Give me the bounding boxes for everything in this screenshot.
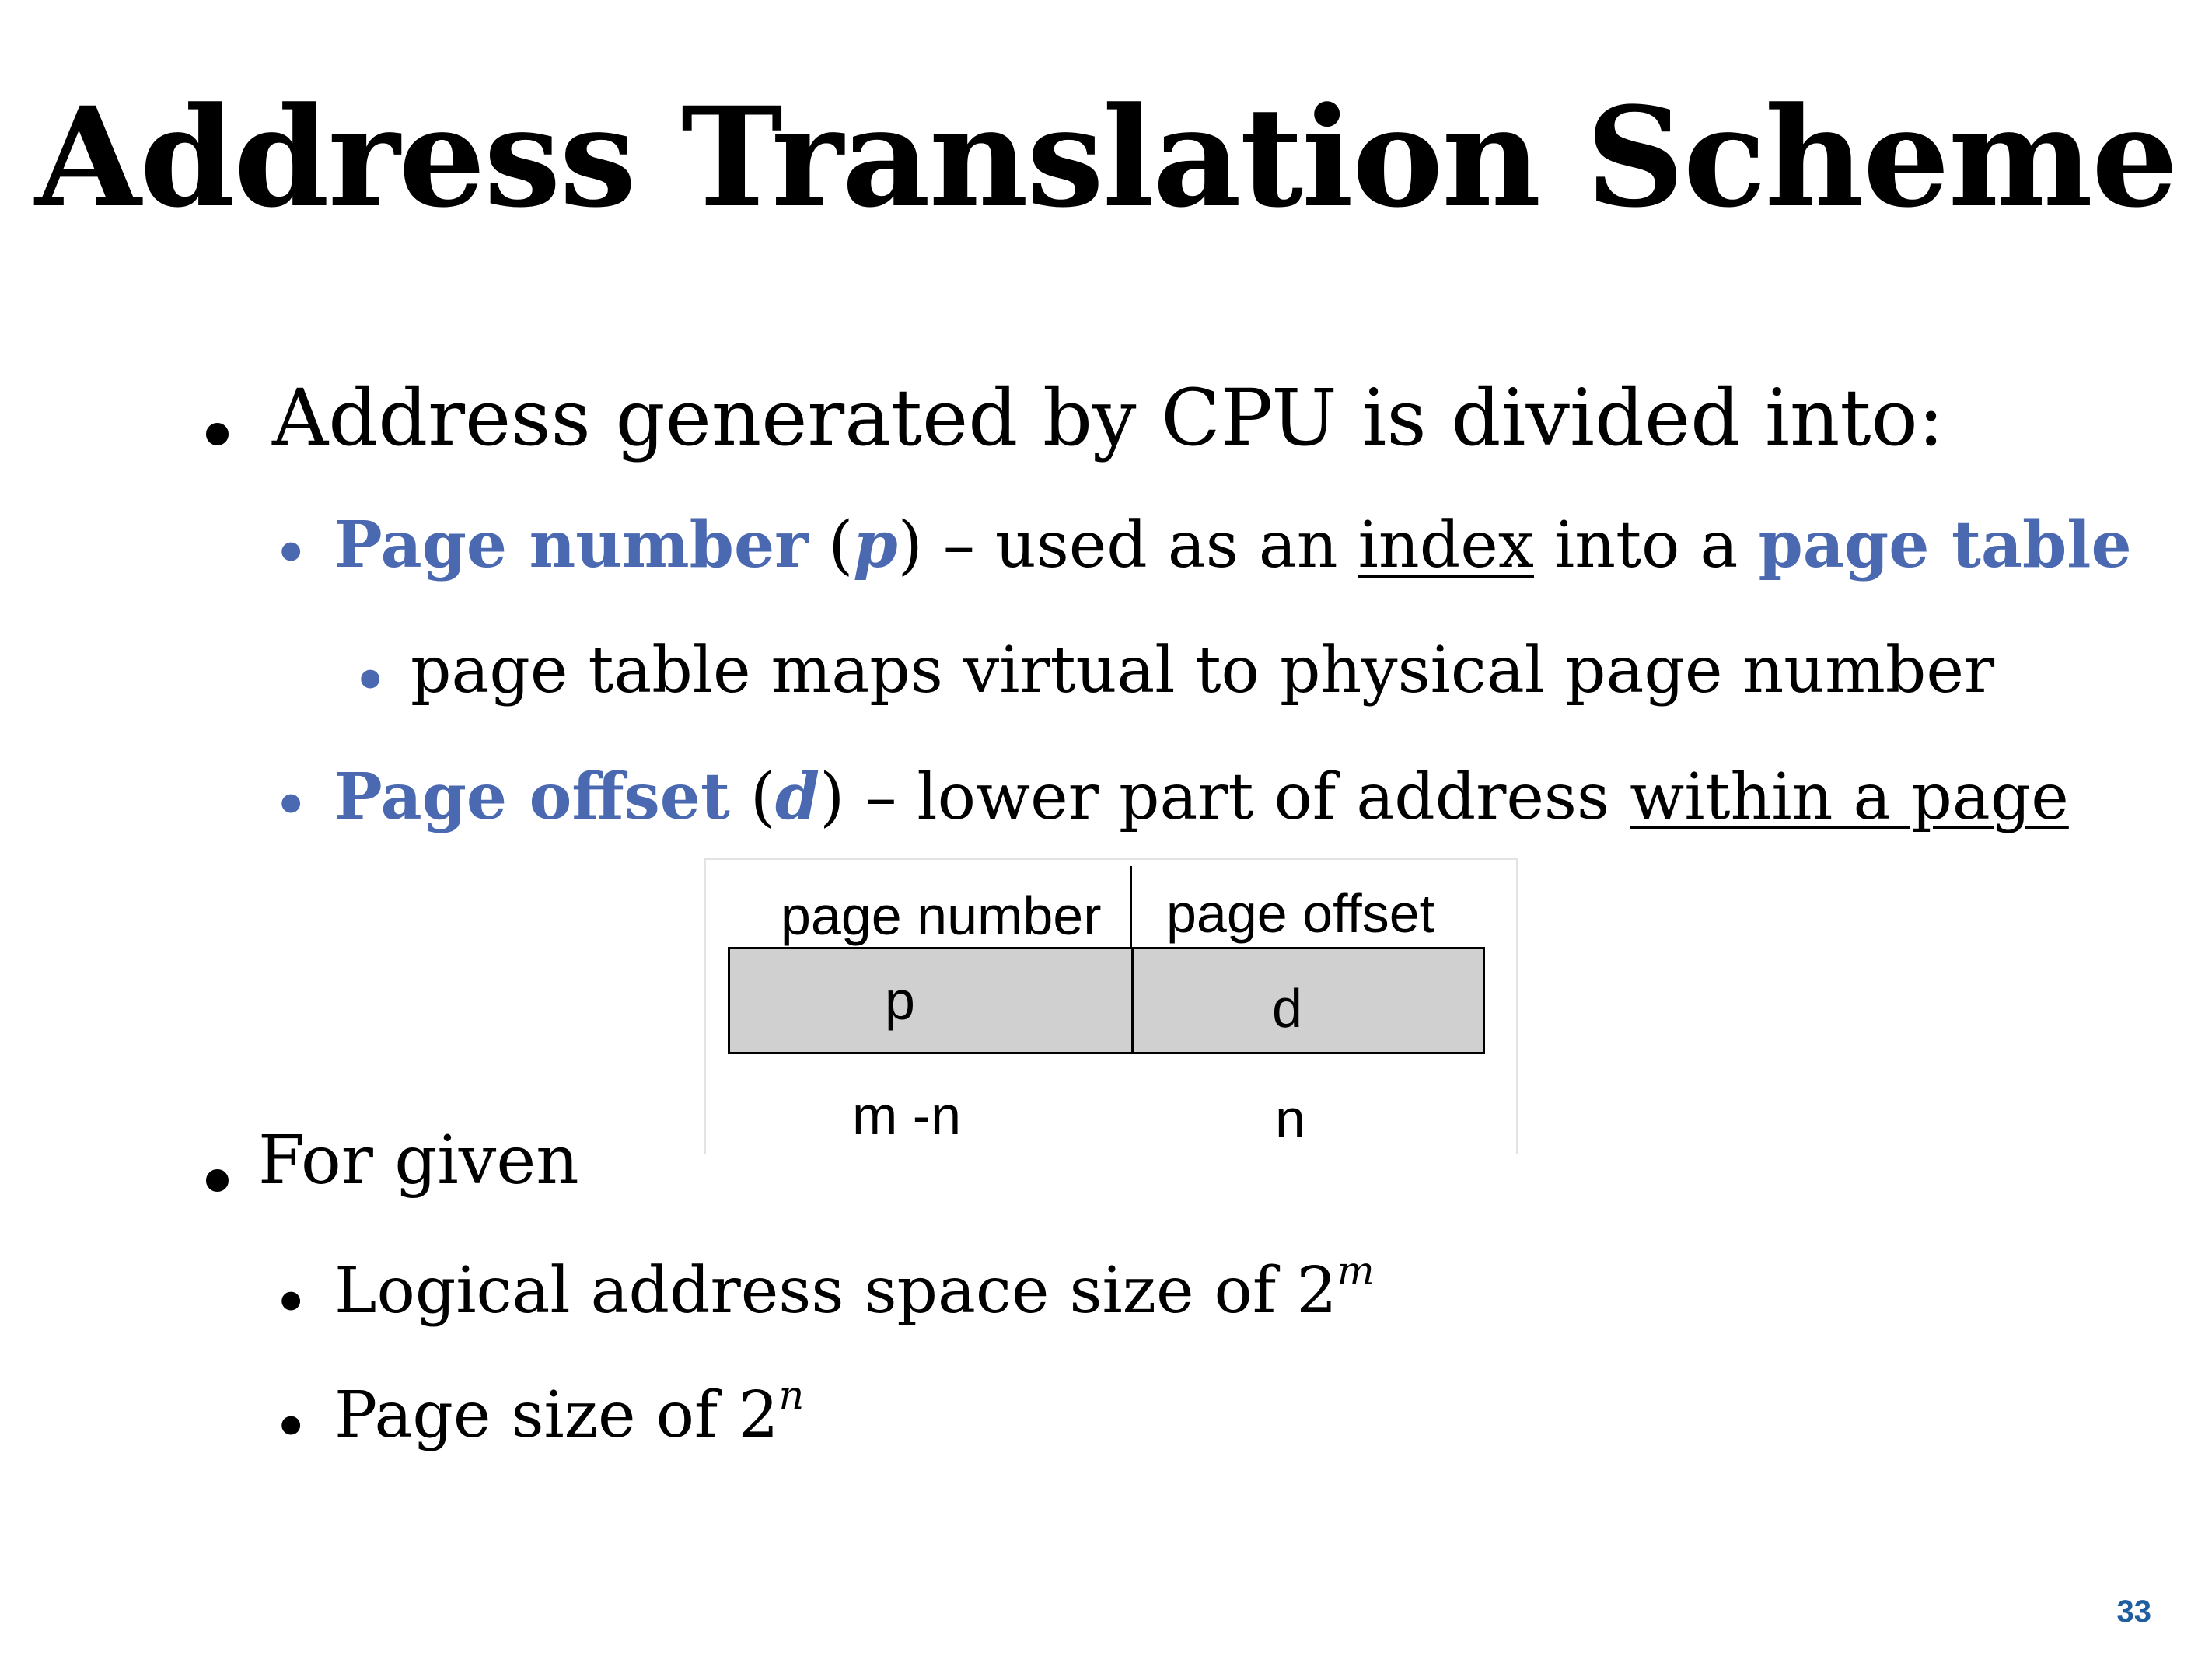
logical-address-text: Logical address space size of 2 — [334, 1254, 1337, 1328]
page-number-mid: into a — [1533, 508, 1759, 582]
underlined-index: index — [1358, 508, 1534, 582]
term-page-offset: Page offset — [334, 760, 730, 834]
bullet-dot: • — [272, 517, 310, 591]
diagram-header-divider — [1130, 866, 1132, 950]
paren-open: ( — [729, 760, 775, 834]
page-offset-desc: ) – lower part of address — [819, 760, 1630, 834]
field-divider — [1131, 949, 1134, 1052]
bullet-dot: • — [272, 1266, 310, 1340]
term-page-table: page table — [1758, 508, 2132, 582]
bullet-dot: • — [194, 1137, 240, 1228]
bits-n: n — [1275, 1088, 1305, 1149]
paren-open: ( — [808, 508, 854, 582]
bullet-dot: • — [351, 644, 390, 718]
bullet-dot: • — [194, 391, 240, 482]
bullet-page-number — [334, 508, 2132, 582]
bullet-page-size — [334, 1371, 805, 1452]
term-page-number: Page number — [334, 508, 809, 582]
bullet-page-table-maps: page table maps virtual to physical page number — [411, 634, 1995, 707]
var-d: d — [774, 760, 820, 834]
page-number-desc: ) – used as an — [897, 508, 1358, 582]
bullet-dot: • — [272, 769, 310, 843]
bullet-page-offset — [334, 760, 2069, 834]
exponent-m: m — [1337, 1247, 1375, 1294]
slide-title: Address Translation Scheme — [35, 77, 2177, 238]
diagram-header-page-number: page number — [781, 885, 1102, 946]
bits-m-minus-n: m -n — [852, 1085, 961, 1146]
field-p: p — [885, 970, 915, 1031]
bullet-address-generated: Address generated by CPU is divided into: — [272, 372, 1945, 463]
bullet-logical-address — [334, 1247, 1375, 1328]
exponent-n: n — [778, 1371, 805, 1418]
address-fields-row — [728, 947, 1485, 1054]
diagram-header-page-offset: page offset — [1166, 883, 1435, 944]
bullet-for-given: For given — [258, 1122, 579, 1200]
page-size-text: Page size of 2 — [334, 1378, 779, 1452]
var-p: p — [853, 508, 898, 582]
underlined-within-a-page: within a page — [1630, 760, 2069, 834]
slide-number: 33 — [2116, 1594, 2151, 1629]
field-d: d — [1272, 978, 1302, 1039]
bullet-dot: • — [272, 1391, 310, 1465]
